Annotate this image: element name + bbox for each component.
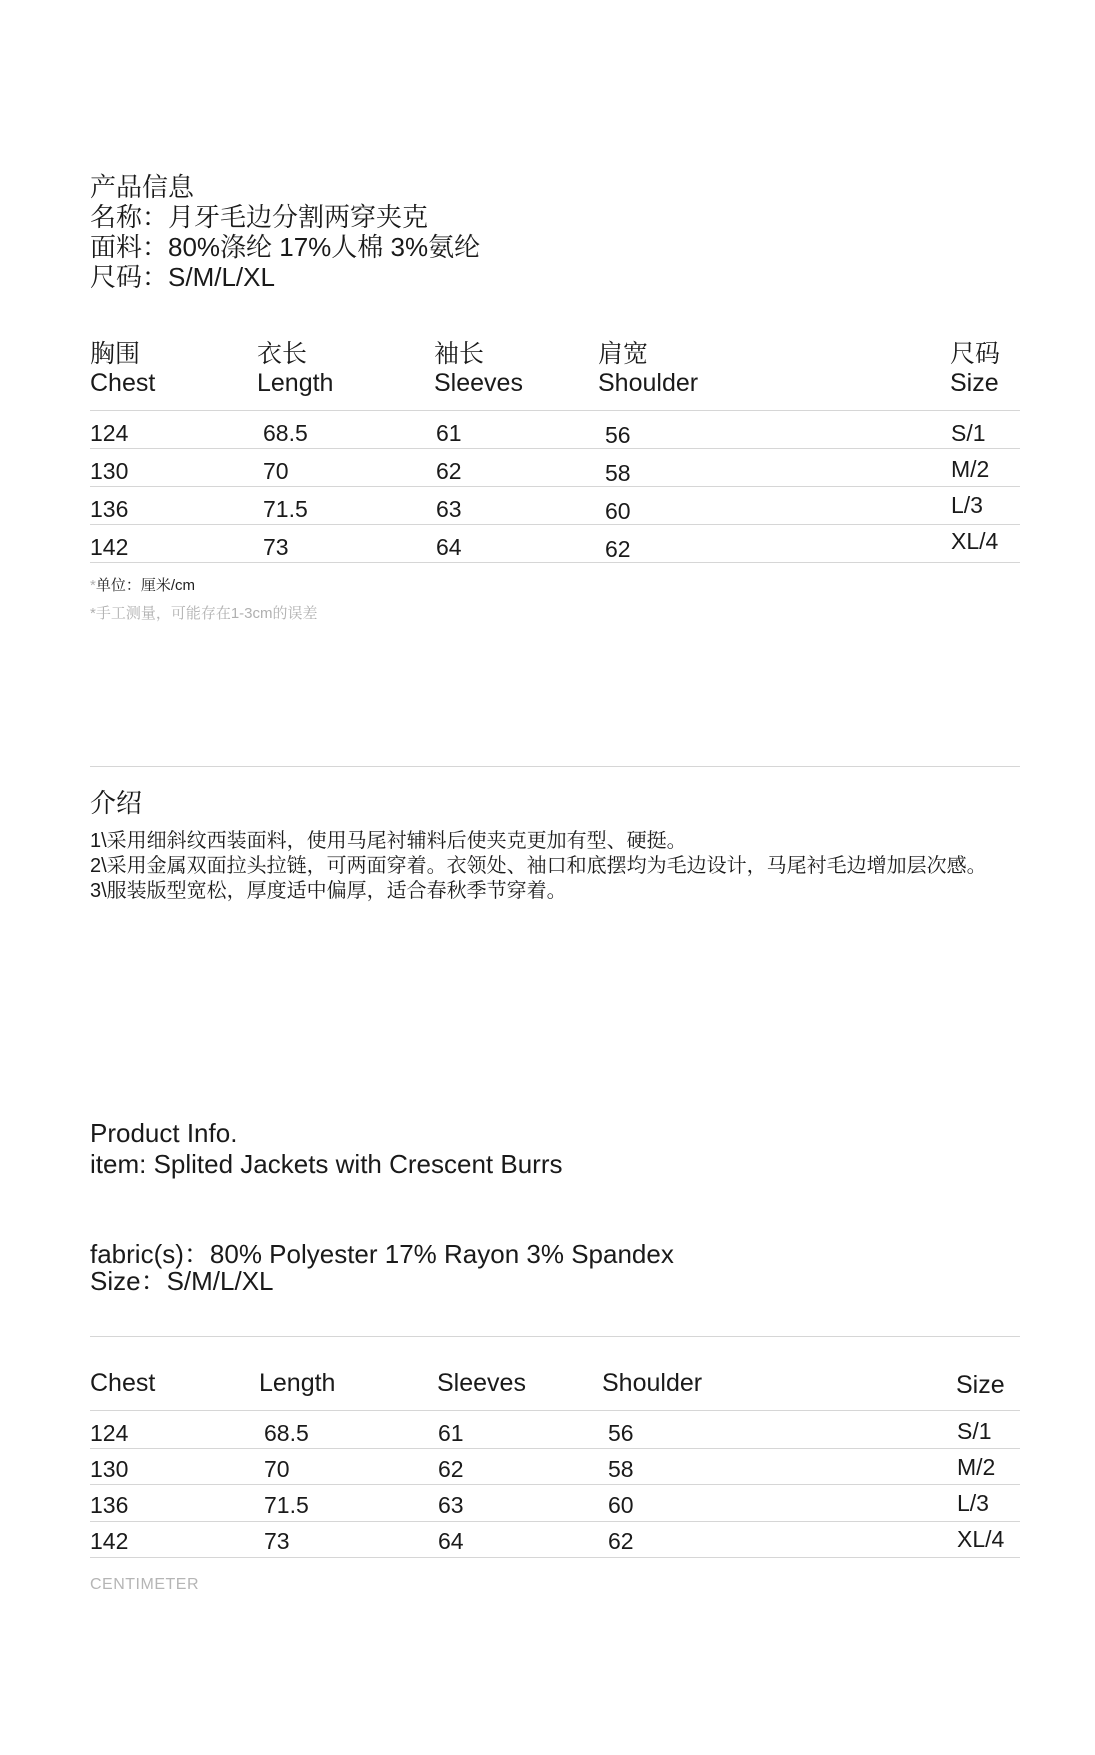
cn-cell-length: 73: [263, 534, 289, 560]
cn-header-size-en: Size: [950, 369, 999, 397]
cn-cell-length: 68.5: [263, 420, 308, 446]
cn-header-chest-en: Chest: [90, 369, 156, 397]
cn-cell-shoulder: 56: [605, 422, 631, 448]
cn-row-divider: [90, 524, 1020, 525]
cn-row-divider: [90, 486, 1020, 487]
en-cell-size: S/1: [957, 1418, 992, 1444]
cn-header-size: [950, 340, 1000, 398]
en-header-length: Length: [259, 1369, 336, 1397]
en-cell-chest: 124: [90, 1420, 129, 1446]
cn-row-divider: [90, 448, 1020, 449]
en-cell-size: L/3: [957, 1490, 989, 1516]
cn-cell-chest: 142: [90, 534, 129, 560]
en-row-divider: [90, 1521, 1020, 1522]
cn-cell-length: 71.5: [263, 496, 308, 522]
en-cell-length: 73: [264, 1528, 290, 1554]
cn-header-shoulder-en: Shoulder: [598, 369, 699, 397]
en-cell-shoulder: 56: [608, 1420, 634, 1446]
en-info-size: Size：S/M/L/XL: [90, 1266, 274, 1296]
en-cell-chest: 142: [90, 1528, 129, 1554]
cn-header-length-en: Length: [257, 369, 334, 397]
cn-cell-sleeves: 62: [436, 458, 462, 484]
en-cell-chest: 130: [90, 1456, 129, 1482]
en-cell-length: 70: [264, 1456, 290, 1482]
intro-line-1: 1\采用细斜纹西装面料，使用马尾衬辅料后使夹克更加有型、硬挺。: [90, 830, 687, 852]
en-table-divider: [90, 1410, 1020, 1411]
en-cell-shoulder: 58: [608, 1456, 634, 1482]
cn-cell-sleeves: 61: [436, 420, 462, 446]
cn-cell-shoulder: 60: [605, 498, 631, 524]
cn-cell-size: L/3: [951, 492, 983, 518]
cn-cell-chest: 130: [90, 458, 129, 484]
en-cell-length: 71.5: [264, 1492, 309, 1518]
cn-header-sleeves-en: Sleeves: [434, 369, 523, 397]
en-header-shoulder: Shoulder: [602, 1369, 703, 1397]
cn-cell-shoulder: 62: [605, 536, 631, 562]
cn-cell-shoulder: 58: [605, 460, 631, 486]
intro-line-3: 3\服装版型宽松，厚度适中偏厚，适合春秋季节穿着。: [90, 880, 567, 902]
cn-cell-chest: 136: [90, 496, 129, 522]
cn-cell-size: M/2: [951, 456, 990, 482]
cn-header-shoulder: [598, 340, 698, 398]
en-header-chest: Chest: [90, 1369, 156, 1397]
en-info-item: item: Splited Jackets with Crescent Burrs: [90, 1149, 563, 1179]
cn-header-shoulder-cn: 肩宽: [598, 340, 649, 368]
en-cell-size: M/2: [957, 1454, 996, 1480]
en-cell-sleeves: 61: [438, 1420, 464, 1446]
en-table-top-divider: [90, 1336, 1020, 1337]
cn-header-sleeves: [434, 340, 523, 398]
cn-header-chest-cn: 胸围: [90, 340, 141, 368]
cn-info-name: 名称：月牙毛边分割两穿夹克: [90, 202, 429, 232]
en-row-divider: [90, 1557, 1020, 1558]
en-cell-chest: 136: [90, 1492, 129, 1518]
en-header-sleeves: Sleeves: [437, 1369, 526, 1397]
note-asterisk: *: [90, 577, 96, 594]
en-cell-shoulder: 60: [608, 1492, 634, 1518]
cn-note-unit: [90, 574, 195, 595]
cn-header-sleeves-cn: 袖长: [434, 340, 485, 368]
cn-cell-sleeves: 63: [436, 496, 462, 522]
en-info-fabric: fabric(s)：80% Polyester 17% Rayon 3% Spandex: [90, 1239, 674, 1269]
en-cell-shoulder: 62: [608, 1528, 634, 1554]
cn-header-length: [257, 340, 333, 398]
intro-divider: [90, 766, 1020, 767]
cn-cell-sleeves: 64: [436, 534, 462, 560]
cn-cell-size: XL/4: [951, 528, 999, 554]
en-row-divider: [90, 1484, 1020, 1485]
cn-info-size: 尺码：S/M/L/XL: [90, 262, 275, 292]
en-cell-sleeves: 63: [438, 1492, 464, 1518]
en-header-size: Size: [956, 1371, 1005, 1399]
en-note-centimeter: CENTIMETER: [90, 1576, 199, 1593]
intro-title: 介绍: [90, 788, 143, 818]
cn-table-divider: [90, 410, 1020, 411]
cn-cell-size: S/1: [951, 420, 986, 446]
cn-header-size-cn: 尺码: [950, 340, 1001, 368]
note-unit-text: 单位：厘米/cm: [95, 577, 196, 594]
cn-cell-chest: 124: [90, 420, 129, 446]
cn-note-measure: *手工测量，可能存在1-3cm的误差: [90, 605, 318, 622]
en-cell-sleeves: 62: [438, 1456, 464, 1482]
cn-row-divider: [90, 562, 1020, 563]
en-cell-size: XL/4: [957, 1526, 1005, 1552]
cn-cell-length: 70: [263, 458, 289, 484]
cn-info-title: 产品信息: [90, 172, 195, 202]
en-row-divider: [90, 1448, 1020, 1449]
intro-line-2: 2\采用金属双面拉头拉链，可两面穿着。衣领处、袖口和底摆均为毛边设计，马尾衬毛边增加层次感。: [90, 855, 987, 877]
en-info-title: Product Info.: [90, 1118, 238, 1148]
en-cell-sleeves: 64: [438, 1528, 464, 1554]
cn-header-length-cn: 衣长: [257, 340, 308, 368]
cn-info-fabric: 面料：80%涤纶 17%人棉 3%氨纶: [90, 232, 481, 262]
en-cell-length: 68.5: [264, 1420, 309, 1446]
cn-header-chest: [90, 340, 155, 398]
